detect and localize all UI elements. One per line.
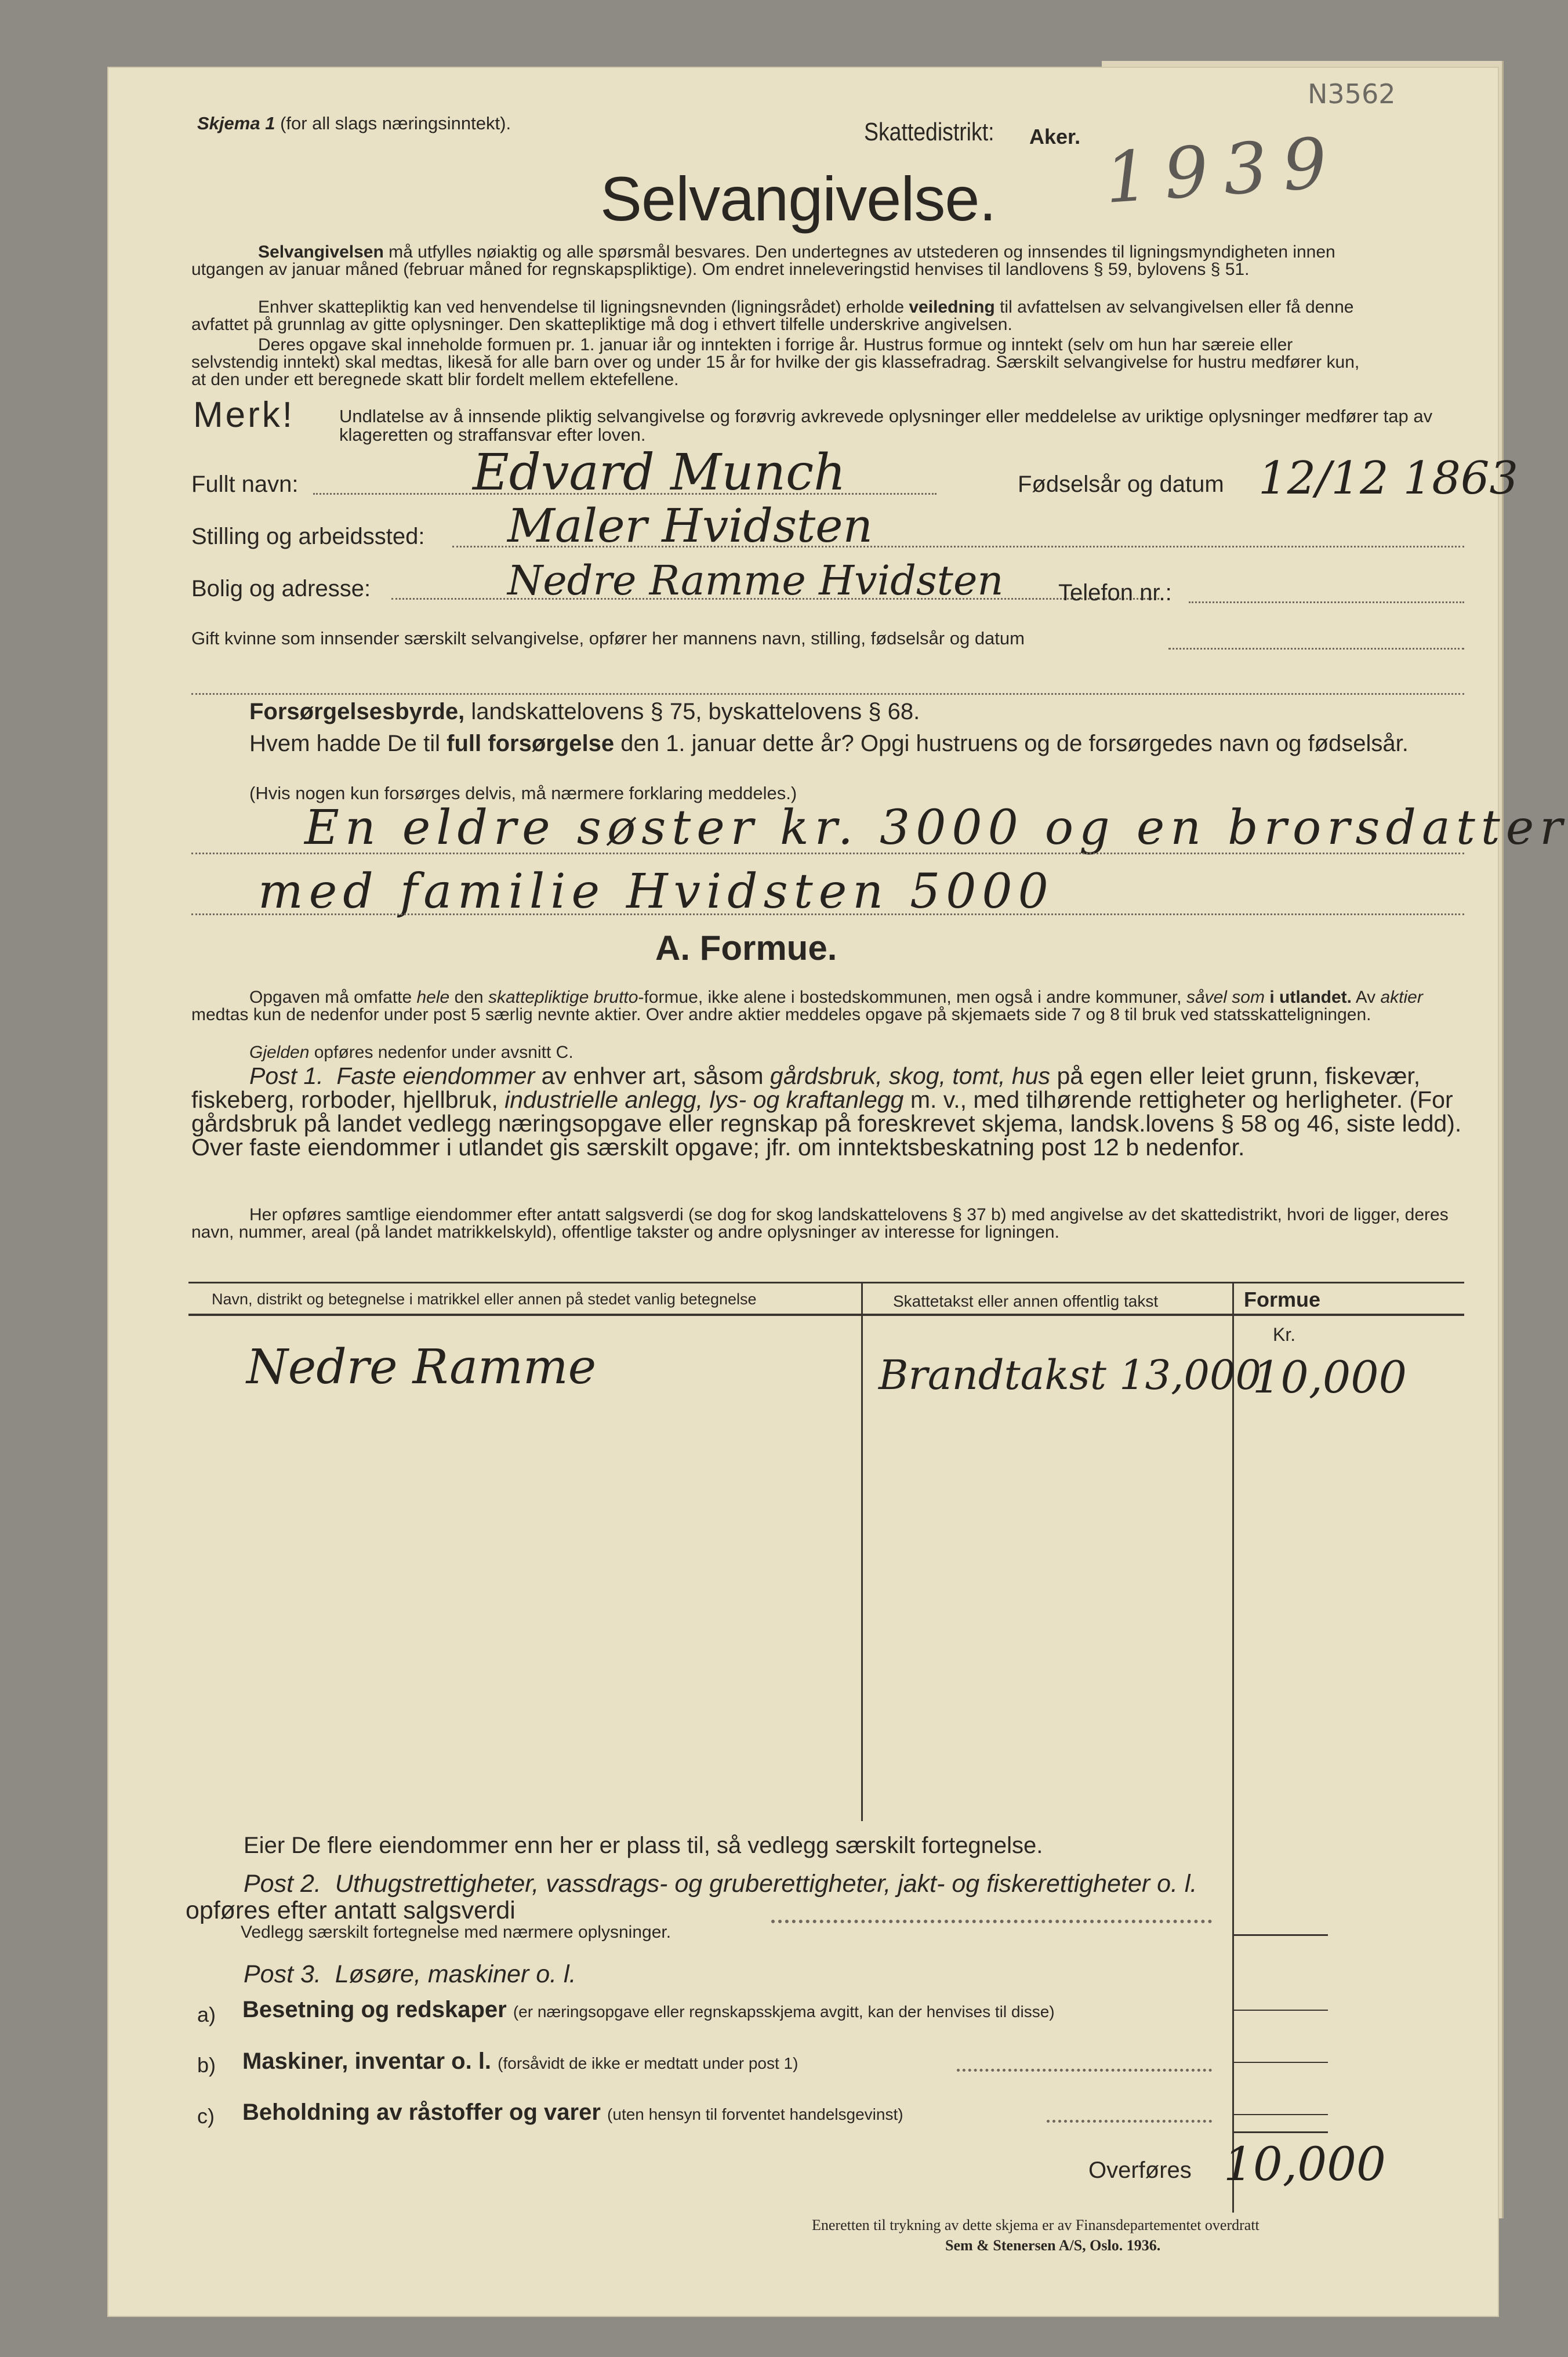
schema-number: Skjema 1 <box>197 113 275 133</box>
occupation-label: Stilling og arbeidssted: <box>191 524 425 549</box>
transfer-value[interactable]: 10,000 <box>1224 2137 1386 2191</box>
phone-label: Telefon nr.: <box>1058 580 1172 605</box>
support-line-1 <box>191 853 1464 854</box>
married-note: Gift kvinne som innsender særskilt selvangivelse, opfører her mannens navn, stilling, fødselsår og datum <box>191 628 1025 648</box>
post3-b-dots[interactable] <box>957 2069 1212 2072</box>
page-title: Selvangivelse. <box>600 164 996 234</box>
gjeld-rest: opføres nedenfor under avsnitt C. <box>314 1043 574 1062</box>
more-properties-note: Eier De flere eiendommer enn her er plass til, så vedlegg særskilt fortegnelse. <box>244 1833 1043 1858</box>
support-note: (Hvis nogen kun forsørges delvis, må nærmere forklaring meddeles.) <box>249 783 797 803</box>
fi-a: Opgaven må omfatte <box>249 988 412 1007</box>
post1-a: av enhver art, såsom <box>541 1063 764 1089</box>
post2-text <box>186 1870 1224 1924</box>
support-heading <box>249 699 920 725</box>
post3-c-rule <box>1232 2114 1328 2115</box>
fi-saavel: såvel som <box>1186 988 1265 1007</box>
post1-types: gårdsbruk, skog, tomt, hus <box>770 1063 1051 1089</box>
post2-value-rule <box>1232 1934 1328 1936</box>
post2-dots[interactable] <box>771 1920 1212 1923</box>
fi-d: Av <box>1355 988 1376 1007</box>
address-label: Bolig og adresse: <box>191 576 371 601</box>
post3-b-note: (forsåvidt de ikke er medtatt under post 1) <box>498 2054 798 2072</box>
merk-text: Undlatelse av å innsende pliktig selvangivelse og forøvrig avkrevede oplysninger eller meddelelse av uriktige oplysninger medfører tap av klageretten og straffansvar efter loven. <box>339 406 1433 445</box>
support-question-b: den 1. januar dette år? Opgi hustruens og de forsørgedes navn og fødselsår. <box>620 731 1409 756</box>
support-heading-rest: landskattelovens § 75, byskattelovens § 68. <box>471 699 920 724</box>
married-line-1[interactable] <box>1168 648 1464 650</box>
table-header-rule <box>188 1314 1464 1316</box>
intro-paragraph-1 <box>191 244 1377 278</box>
gjeld-note <box>249 1043 574 1063</box>
post3-a-bold: Besetning og redskaper <box>242 1997 507 2022</box>
post1-title: Faste eiendommer <box>336 1063 535 1089</box>
support-answer-1[interactable]: En eldre søster kr. 3000 og en brorsdatter <box>304 800 1568 855</box>
post2-note: Vedlegg særskilt fortegnelse med nærmere oplysninger. <box>241 1923 672 1942</box>
support-question-bold: full forsørgelse <box>447 731 615 756</box>
table-row1-takst[interactable]: Brandtakst 13,000 <box>879 1351 1262 1399</box>
table-unit: Kr. <box>1273 1324 1296 1345</box>
post1-b: på egen eller leiet grunn, fiskevær, fiskeberg, rorboder, hjellbruk, <box>191 1063 1421 1113</box>
table-row1-formue[interactable]: 10,000 <box>1253 1351 1407 1403</box>
post3-c-line <box>242 2099 903 2126</box>
post3-a-letter: a) <box>197 2003 216 2026</box>
fi-skatt: skattepliktige brutto <box>488 988 638 1007</box>
fi-aktier: aktier <box>1380 988 1423 1007</box>
post2-rest: opføres efter antatt salgsverdi <box>186 1897 516 1924</box>
post3-label: Post 3. <box>244 1960 321 1988</box>
fi-utlandet: i utlandet. <box>1269 988 1352 1007</box>
fi-b: den <box>454 988 484 1007</box>
intro-veiledning: veiledning <box>909 298 995 317</box>
schema-label <box>197 113 511 134</box>
married-line-2[interactable] <box>191 693 1464 695</box>
intro-text-2a: Enhver skattepliktig kan ved henvendelse til ligningsnevnden (ligningsrådet) erholde <box>258 298 905 317</box>
support-question-a: Hvem hadde De til <box>249 731 441 756</box>
transfer-top-rule <box>1232 2131 1328 2133</box>
post2-label: Post 2. <box>244 1870 321 1898</box>
post1-types2: industrielle anlegg, lys- og kraftanlegg <box>504 1086 904 1113</box>
intro-lead: Selvangivelsen <box>258 242 384 262</box>
table-row1-name[interactable]: Nedre Ramme <box>246 1340 597 1395</box>
support-question <box>191 731 1467 756</box>
post3-b-bold: Maskiner, inventar o. l. <box>242 2048 492 2074</box>
formue-intro <box>191 989 1464 1024</box>
intro-text-3: Deres opgave skal inneholde formuen pr. 1. januar iår og inntekten i forrige år. Hustrus formue og inntekt (selv om hun har særeie eller selvstendig inntekt) skal medtas, likesă for alle barn over og under 15 år for hvilke der gis klassefradrag. Særskilt selvangivelse for hustru medfører kun, at den under ett beregnede skatt blir fordelt mellem ektefellene. <box>191 335 1360 389</box>
post3-a-note: (er næringsopgave eller regnskapsskjema avgitt, kan der henvises til disse) <box>513 2003 1055 2021</box>
birth-label: Fødselsår og datum <box>1018 472 1224 497</box>
table-divider-1 <box>861 1282 863 1821</box>
support-heading-bold: Forsørgelsesbyrde, <box>249 699 465 724</box>
table-col-formue: Formue <box>1244 1288 1321 1311</box>
phone-line[interactable] <box>1189 601 1464 603</box>
intro-text-2b: til avfattelsen av selvangivelsen eller få denne avfattet på grunnlag av gitte oplysninger. Den skattepliktige må dog i ethvert tilfelle underskrive angivelsen. <box>191 298 1354 334</box>
fi-hele: hele <box>416 988 450 1007</box>
table-divider-2 <box>1232 1282 1234 2213</box>
transfer-label: Overføres <box>1088 2157 1192 2183</box>
archive-number: N3562 <box>1308 78 1396 110</box>
post3-c-bold: Beholdning av råstoffer og varer <box>242 2099 601 2125</box>
post1-c: m. v., med tilhørende rettigheter og herligheter. (For gårdsbruk på landet vedlegg næringsopgave eller regnskap på foreskrevet skjema, landsk.lovens § 58 og 46, siste ledd). Over faste eiendommer i utlandet gis særskilt opgave; jfr. om inntektsbeskatning post 12 b nedenfor. <box>191 1086 1462 1161</box>
table-col-takst: Skattetakst eller annen offentlig takst <box>893 1292 1159 1310</box>
fi-c: -formue, ikke alene i bostedskommunen, men også i andre kommuner, <box>638 988 1182 1007</box>
post3-c-note: (uten hensyn til forventet handelsgevinst) <box>607 2105 903 2123</box>
intro-paragraph-3 <box>191 336 1377 389</box>
footer-copyright: Eneretten til trykning av dette skjema er av Finansdepartementet overdratt <box>812 2217 1260 2233</box>
post3-heading <box>244 1960 576 1989</box>
support-line-2 <box>191 913 1464 915</box>
intro-paragraph-2 <box>191 299 1377 333</box>
post3-b-line <box>242 2048 798 2075</box>
schema-note: (for all slags næringsinntekt). <box>280 113 511 133</box>
footer-printer: Sem & Stenersen A/S, Oslo. 1936. <box>945 2237 1161 2254</box>
post1-note: Her opføres samtlige eiendommer efter antatt salgsverdi (se dog for skog landskattelovens § 37 b) med angivelse av det skattedistrikt, hvori de ligger, deres navn, nummer, areal (på landet matrikkelskyld), offentlige takster og andre oplysninger av interesse for ligningen. <box>191 1205 1449 1242</box>
name-label: Fullt navn: <box>191 472 299 497</box>
post3-a-line <box>242 1997 1055 2023</box>
post3-title: Løsøre, maskiner o. l. <box>335 1960 576 1988</box>
fi-e: medtas kun de nedenfor under post 5 særlig nevnte aktier. Over andre aktier meddeles opgave på skjemaets side 7 og 8 til bruk ved statsskatteligningen. <box>191 1005 1371 1024</box>
form-page <box>107 67 1568 2317</box>
handwritten-year: 1939 <box>1102 122 1345 220</box>
table-col-name: Navn, distrikt og betegnelse i matrikkel eller annen på stedet vanlig betegnelse <box>212 1290 757 1308</box>
support-answer-2[interactable]: med familie Hvidsten 5000 <box>258 864 1054 919</box>
section-a-heading: A. Formue. <box>655 929 837 967</box>
post3-b-rule <box>1232 2062 1328 2063</box>
post3-c-dots[interactable] <box>1047 2120 1212 2123</box>
intro-text-1: må utfylles nøiaktig og alle spørsmål besvares. Den undertegnes av utstederen og innsendes til ligningsmyndigheten innen utgangen av januar måned (februar måned for regnskapspliktige). Om endret inneleveringstid henvises til landlovens § 59, bylovens § 51. <box>191 242 1335 279</box>
name-value[interactable]: Edvard Munch <box>473 444 846 502</box>
merk-label: Merk! <box>193 395 295 435</box>
post3-b-letter: b) <box>197 2053 216 2077</box>
post2-title: Uthugstrettigheter, vassdrags- og gruberettigheter, jakt- og fiskerettigheter o. l. <box>335 1870 1197 1898</box>
post1-label: Post 1. <box>249 1063 324 1089</box>
table-top-rule <box>188 1282 1464 1283</box>
occupation-value[interactable]: Maler Hvidsten <box>507 499 873 553</box>
post1-text <box>191 1064 1464 1159</box>
birth-value[interactable]: 12/12 1863 <box>1258 452 1519 505</box>
post3-c-letter: c) <box>197 2104 215 2128</box>
district-value: Aker. <box>1029 125 1081 148</box>
address-value[interactable]: Nedre Ramme Hvidsten <box>507 557 1004 604</box>
district-label: Skattedistrikt: <box>864 118 994 146</box>
post3-a-rule <box>1232 2010 1328 2011</box>
gjeld-it: Gjelden <box>249 1043 310 1062</box>
